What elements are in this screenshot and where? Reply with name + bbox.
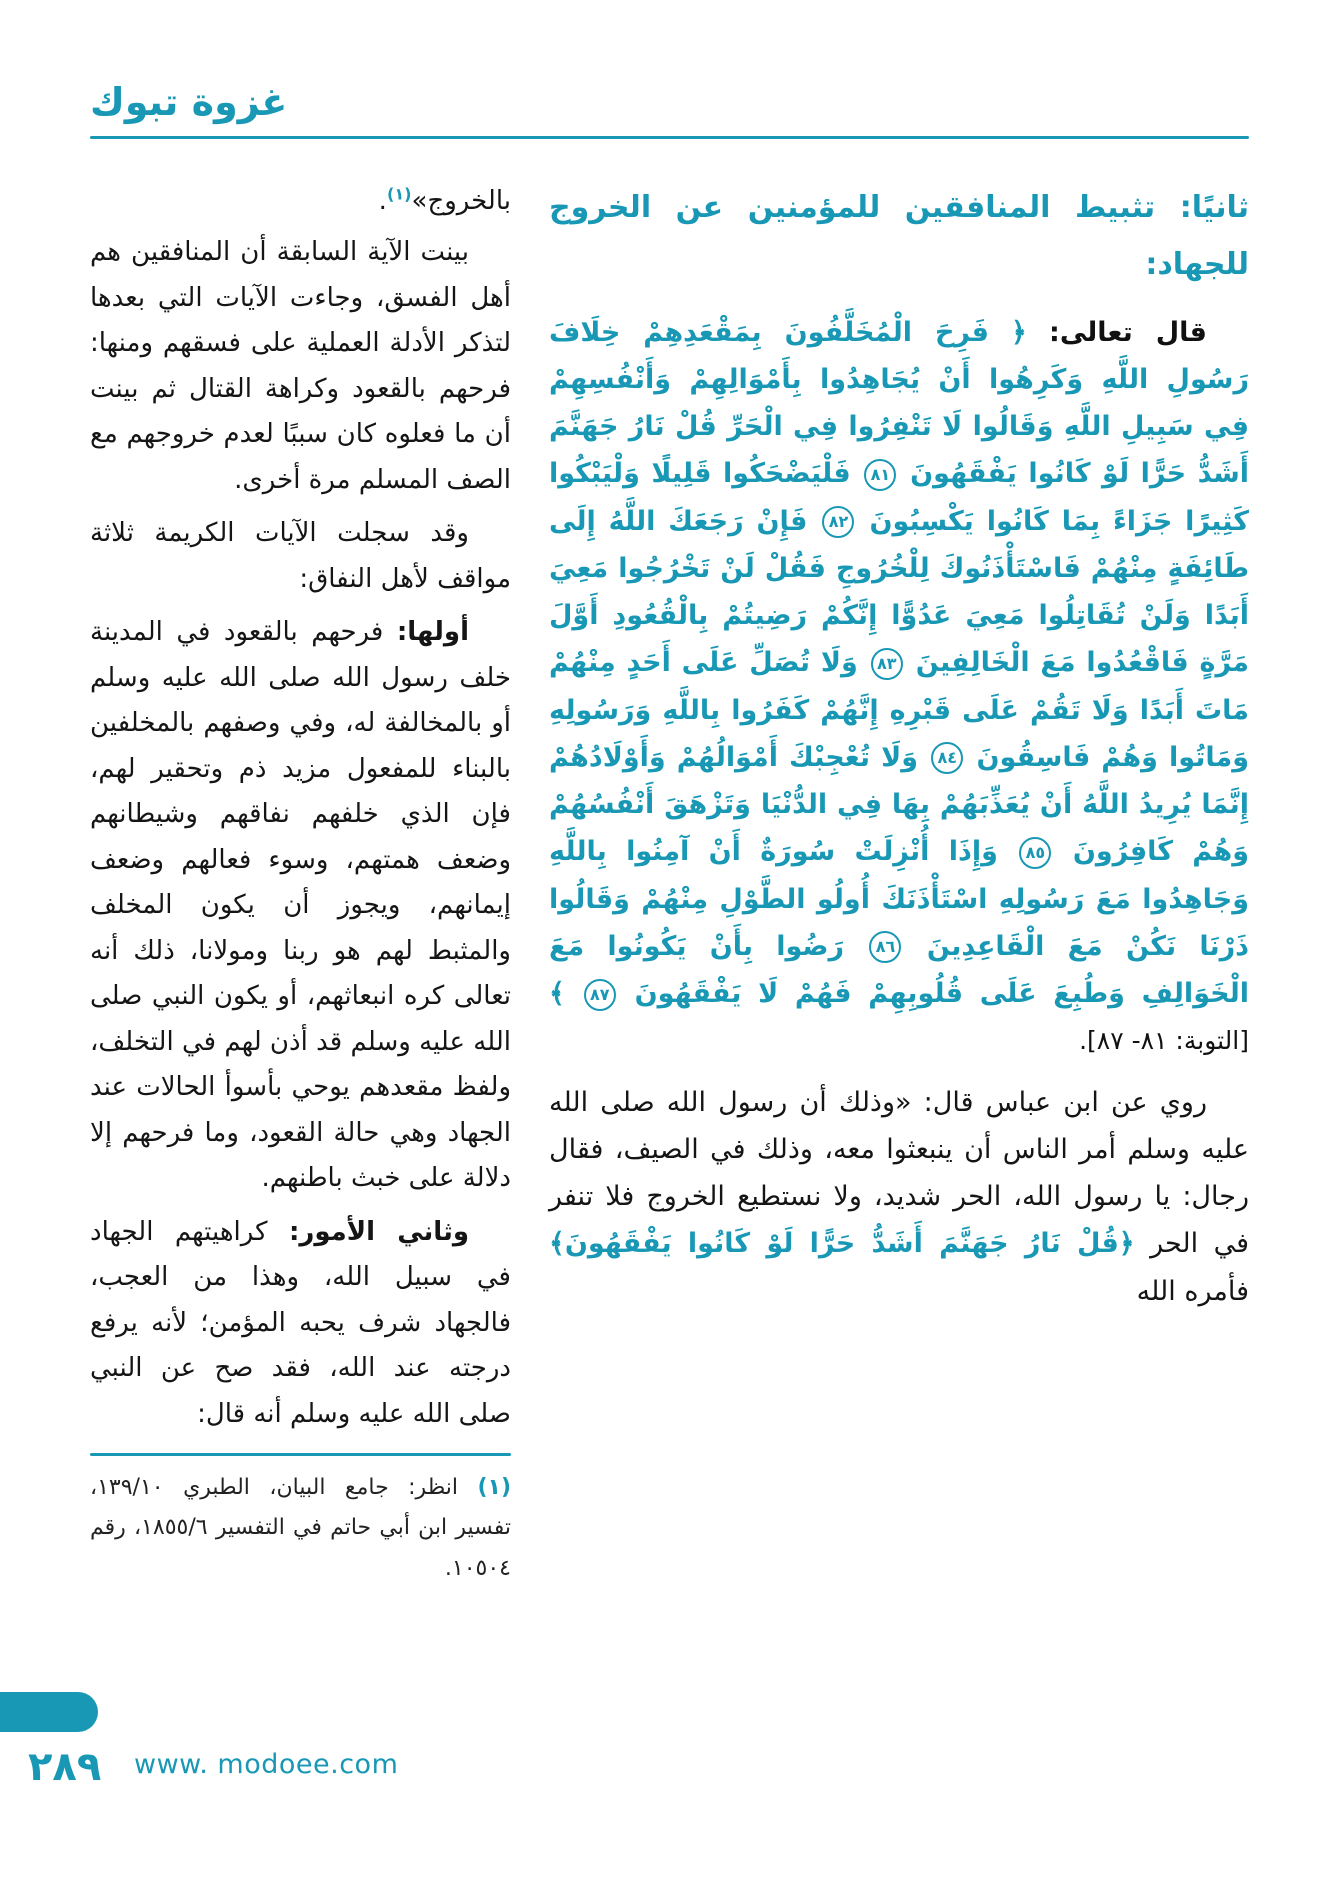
column-left: [90, 179, 511, 1590]
content-columns: [90, 179, 1249, 1590]
column-right: [549, 179, 1249, 1323]
point2-text: كراهيتهم الجهاد في سبيل الله، وهذا من العجب، فالجهاد شرف يحبه المؤمن؛ لأنه يرفع درجته عند الله، فقد صح عن النبي صلى الله عليه وسلم أنه قال:: [90, 1216, 511, 1429]
page-header: [90, 80, 1249, 139]
footnote-ref-marker: (١): [386, 183, 412, 203]
ayah-number-81: ٨١: [864, 459, 896, 491]
surah-citation: [التوبة: ٨١- ٨٧].: [1079, 1026, 1249, 1056]
quran-close-bracket: ﴾: [549, 978, 565, 1010]
continuation-period: .: [378, 185, 387, 216]
ayah-number-83: ٨٣: [871, 648, 903, 680]
footnote-separator-rule: [90, 1453, 511, 1456]
hadith-paragraph: [549, 1079, 1249, 1315]
verse-text-86: وَإِذَا أُنْزِلَتْ سُورَةٌ أَنْ آمِنُوا بِاللَّهِ وَجَاهِدُوا مَعَ رَسُولِهِ اسْتَأْذَنَكَ أُولُو الطَّوْلِ مِنْهُمْ وَقَالُوا ذَرْنَا نَكُنْ مَعَ الْقَاعِدِينَ: [549, 836, 1249, 962]
chapter-title: غزوة تبوك: [90, 80, 288, 124]
hadith-text: روي عن ابن عباس قال: «وذلك أن رسول الله صلى الله عليه وسلم أمر الناس أن ينبعثوا معه، وذلك في الصيف، فقال رجال: يا رسول الله، الحر شديد، ولا نستطيع الخروج فلا تنفر في الحر: [549, 1086, 1249, 1260]
verse-text-82: فَلْيَضْحَكُوا قَلِيلًا وَلْيَبْكُوا كَثِيرًا جَزَاءً بِمَا كَانُوا يَكْسِبُونَ: [549, 458, 1249, 537]
body-paragraph-2: وقد سجلت الآيات الكريمة ثلاثة مواقف لأهل النفاق:: [90, 518, 511, 594]
header-rule: [90, 136, 1249, 139]
verse-text-87: رَضُوا بِأَنْ يَكُونُوا مَعَ الْخَوَالِفِ وَطُبِعَ عَلَى قُلُوبِهِمْ فَهُمْ لَا يَفْقَهُونَ: [549, 930, 1249, 1010]
point2-lead: وثاني الأمور:: [288, 1216, 469, 1247]
point1-text: فرحهم بالقعود في المدينة خلف رسول الله صلى الله عليه وسلم أو بالمخالفة له، وفي وصفهم بالمخلفين بالبناء للمفعول مزيد ذم وتحقير لهم، فإن الذي خلفهم نفاقهم وشيطانهم وضعف همتهم، وسوء فعالهم وضعف إيمانهم، ويجوز أن يكون المخلف والمثبط لهم هو ربنا ومولانا، ذلك أنه تعالى كره انبعاثهم، أو يكون النبي صلى الله عليه وسلم قد أذن لهم في التخلف، ولفظ مقعدهم يوحي بأسوأ الحالات عند الجهاد وهي حالة القعود، وما فرحهم إلا دلالة على خبث باطنهم.: [90, 617, 511, 1194]
quran-open-bracket: ﴿: [1011, 316, 1027, 348]
verse-text-81: فَرِحَ الْمُخَلَّفُونَ بِمَقْعَدِهِمْ خِلَافَ رَسُولِ اللَّهِ وَكَرِهُوا أَنْ يُجَاهِدُوا بِأَمْوَالِهِمْ وَأَنْفُسِهِمْ فِي سَبِيلِ اللَّهِ وَقَالُوا لَا تَنْفِرُوا فِي الْحَرِّ قُلْ نَارُ جَهَنَّمَ أَشَدُّ حَرًّا لَوْ كَانُوا يَفْقَهُونَ: [549, 316, 1250, 490]
body-paragraph-1: بينت الآية السابقة أن المنافقين هم أهل الفسق، وجاءت الآيات التي بعدها لتذكر الأدلة العملية على فسقهم ومنها: فرحهم بالقعود وكراهة القتال ثم بينت أن ما فعلوه كان سببًا لعدم خروجهم مع الصف المسلم مرة أخرى.: [90, 237, 511, 495]
ayah-number-87: ٨٧: [584, 979, 616, 1011]
hadith-text-tail: فأمره الله: [1136, 1275, 1249, 1307]
ayah-number-85: ٨٥: [1019, 837, 1051, 869]
ayah-number-84: ٨٤: [931, 742, 963, 774]
point1-lead: أولها:: [396, 617, 469, 648]
body-paragraph-point2: [90, 1210, 511, 1438]
qala-taala-label: قال تعالى:: [1049, 316, 1207, 348]
website-url: www. modoee.com: [134, 1749, 399, 1780]
footnote: [90, 1468, 511, 1590]
verse-text-83: فَإِنْ رَجَعَكَ اللَّهُ إِلَى طَائِفَةٍ مِنْهُمْ فَاسْتَأْذَنُوكَ لِلْخُرُوجِ فَقُلْ لَنْ تَخْرُجُوا مَعِيَ أَبَدًا وَلَنْ تُقَاتِلُوا مَعِيَ عَدُوًّا إِنَّكُمْ رَضِيتُمْ بِالْقُعُودِ أَوَّلَ مَرَّةٍ فَاقْعُدُوا مَعَ الْخَالِفِينَ: [549, 505, 1249, 679]
continuation-line: [90, 179, 511, 225]
verse-text-85: وَلَا تُعْجِبْكَ أَمْوَالُهُمْ وَأَوْلَادُهُمْ إِنَّمَا يُرِيدُ اللَّهُ أَنْ يُعَذِّبَهُمْ بِهَا فِي الدُّنْيَا وَتَزْهَقَ أَنْفُسُهُمْ وَهُمْ كَافِرُونَ: [549, 741, 1249, 868]
footnote-marker: (١): [477, 1474, 512, 1500]
verse-text-84: وَلَا تُصَلِّ عَلَى أَحَدٍ مِنْهُمْ مَاتَ أَبَدًا وَلَا تَقُمْ عَلَى قَبْرِهِ إِنَّهُمْ كَفَرُوا بِاللَّهِ وَرَسُولِهِ وَمَاتُوا وَهُمْ فَاسِقُونَ: [549, 647, 1249, 773]
body-paragraph-point1: [90, 610, 511, 1202]
section-heading: ثانيًا: تثبيط المنافقين للمؤمنين عن الخروج للجهاد:: [549, 189, 1249, 282]
footer-pill-decoration: [0, 1692, 98, 1732]
quran-passage: [549, 309, 1249, 1065]
page-number: ٢٨٩: [28, 1744, 102, 1790]
inline-quran-quote: ﴿قُلْ نَارُ جَهَنَّمَ أَشَدُّ حَرًّا لَوْ كَانُوا يَفْقَهُونَ﴾: [549, 1228, 1135, 1260]
ayah-number-82: ٨٢: [822, 506, 854, 538]
continuation-text: بالخروج»: [411, 185, 511, 216]
footnote-text: انظر: جامع البيان، الطبري ١٣٩/١٠، تفسير ابن أبي حاتم في التفسير ١٨٥٥/٦، رقم ١٠٥٠٤.: [90, 1474, 511, 1581]
ayah-number-86: ٨٦: [869, 931, 901, 963]
